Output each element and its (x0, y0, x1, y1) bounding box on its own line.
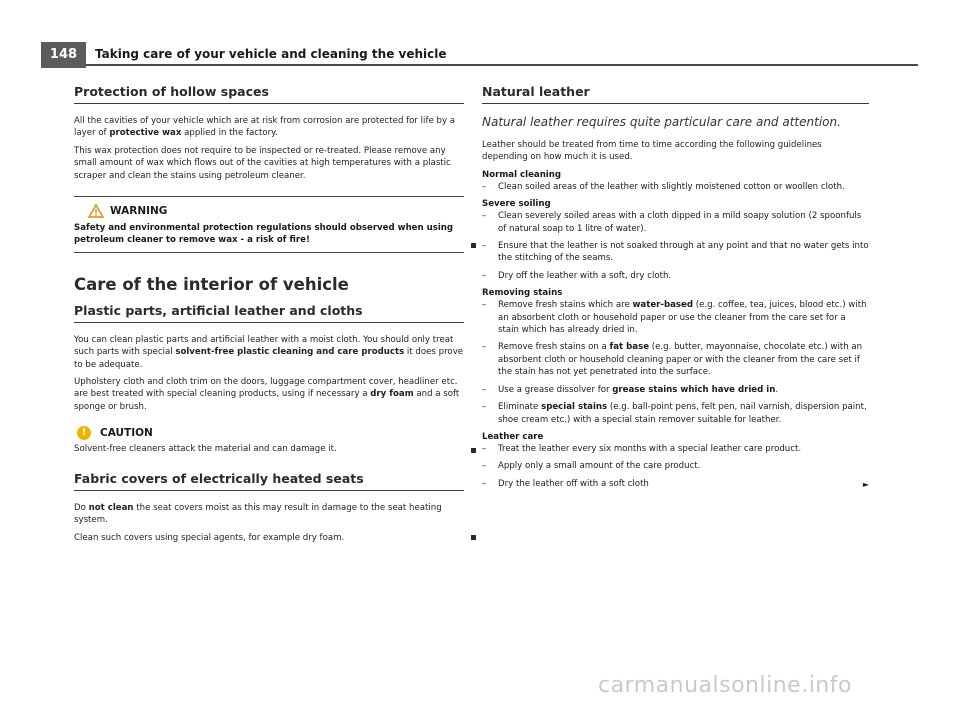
list-item: – Dry off the leather with a soft, dry cloth. (482, 270, 869, 282)
text-run: (e.g. coffee, tea, juices, blood etc.) with an absorbent cloth or household paper or use the cleaner from the care set for a stain which has already dried in. (498, 300, 867, 336)
text-run: (e.g. ball-point pens, felt pen, nail varnish, dispersion paint, shoe cream etc.) with a special stain remover suitable for leather. (498, 402, 867, 425)
list-item: – Apply only a small amount of the care product. (482, 460, 869, 472)
list-item (482, 401, 869, 426)
section-end-marker (471, 448, 476, 453)
text-run: (e.g. butter, mayonnaise, chocolate etc.) with an absorbent cloth or household cleaning paper or with the cleaner from the care set if the stain has not yet penetrated into the surface. (498, 342, 863, 378)
text-run: All the cavities of your vehicle which are at risk from corrosion are protected for life by a layer of (74, 116, 456, 139)
warning-body: Safety and environmental protection regulations should observed when using petroleum cleaner to remove wax - a risk of fire! (74, 223, 454, 246)
caution-header (77, 426, 464, 440)
hollow-spaces-title: Protection of hollow spaces (74, 84, 464, 104)
text-run: Remove fresh stains on a (498, 342, 610, 353)
warning-triangle-icon (88, 204, 104, 218)
warning-box (74, 196, 464, 253)
page-number: 148 (41, 42, 86, 68)
text-run: applied in the factory. (181, 128, 278, 139)
bold-run: special stains (541, 402, 608, 413)
text-run: Upholstery cloth and cloth trim on the doors, luggage compartment cover, headliner etc. are best treated with special cleaning products, using if necessary a (74, 377, 458, 400)
continue-arrow-icon: ► (862, 479, 869, 489)
caution-title: CAUTION (100, 427, 153, 440)
text-run: Eliminate (498, 402, 542, 413)
removing-stains-head: Removing stains (482, 288, 563, 299)
caution-box (74, 426, 464, 455)
text-run: You can clean plastic parts and artificial leather with a moist cloth. You should only treat such parts with special (74, 334, 454, 358)
text-run: and a soft sponge or brush. (74, 389, 460, 412)
header-title: Taking care of your vehicle and cleaning the vehicle (95, 47, 447, 61)
left-column (74, 84, 464, 544)
heated-seats-para-2 (74, 532, 464, 544)
plastic-parts-para-2 (74, 376, 464, 413)
natural-leather-lead: Natural leather requires quite particular care and attention. (482, 115, 841, 129)
plastic-parts-title: Plastic parts, artificial leather and cloths (74, 303, 464, 323)
chapter-title: Care of the interior of vehicle (74, 274, 349, 294)
bold-run: fat base (609, 342, 650, 353)
leather-care-list (482, 443, 869, 490)
text-run: . (775, 384, 779, 395)
page-header (41, 42, 918, 68)
natural-leather-intro: Leather should be treated from time to time according the following guidelines depending on how much it is used. (482, 140, 822, 163)
list-item: – Clean soiled areas of the leather with slightly moistened cotton or woollen cloth. (482, 181, 869, 193)
normal-cleaning-head: Normal cleaning (482, 169, 562, 180)
bold-run: dry foam (370, 389, 414, 400)
warning-title: WARNING (110, 205, 168, 218)
list-item: – Treat the leather every six months with a special leather care product. (482, 443, 869, 455)
list-item (482, 478, 869, 490)
header-rule (86, 64, 918, 66)
normal-cleaning-list (482, 181, 869, 193)
text-run: Remove fresh stains which are (498, 300, 633, 311)
bold-run: water-based (632, 300, 694, 311)
warning-header (88, 204, 464, 218)
text-run: Dry the leather off with a soft cloth (498, 478, 649, 489)
text-run: the seat covers moist as this may result in damage to the seat heating system. (74, 502, 442, 526)
text-run: Clean such covers using special agents, for example dry foam. (74, 532, 345, 543)
hollow-spaces-para-1 (74, 115, 464, 140)
section-end-marker (471, 243, 476, 248)
bold-run: solvent-free plastic cleaning and care products (175, 347, 405, 358)
hollow-spaces-para-2: This wax protection does not require to be inspected or re-treated. Please remove any small amount of wax which flows out of the cavities at high temperatures with a plastic scraper and clean the stains using petroleum cleaner. (74, 145, 451, 181)
severe-soiling-head: Severe soiling (482, 199, 551, 210)
heated-seats-para-1 (74, 502, 464, 527)
plastic-parts-para-1 (74, 334, 464, 371)
heated-seats-title: Fabric covers of electrically heated seats (74, 471, 464, 491)
list-item: – Clean severely soiled areas with a cloth dipped in a mild soapy solution (2 spoonfuls of natural soap to 1 litre of water). (482, 210, 869, 235)
section-end-marker (471, 535, 476, 540)
list-item (482, 299, 869, 336)
text-run: Do (74, 502, 89, 513)
list-item: – Ensure that the leather is not soaked through at any point and that no water gets into the stitching of the seams. (482, 240, 869, 265)
right-column (482, 84, 869, 495)
bold-run: grease stains which have dried in (612, 384, 776, 395)
leather-care-head: Leather care (482, 431, 544, 442)
bold-run: not clean (88, 502, 134, 513)
text-run: it does prove to be adequate. (74, 347, 464, 370)
watermark: carmanualsonline.info (598, 673, 852, 698)
exclamation-circle-icon: ! (77, 426, 91, 440)
severe-soiling-list (482, 210, 869, 282)
removing-stains-list (482, 299, 869, 426)
list-item (482, 384, 869, 396)
natural-leather-title: Natural leather (482, 84, 869, 104)
list-item (482, 341, 869, 378)
bold-run: protective wax (109, 128, 182, 139)
caution-body: Solvent-free cleaners attack the material and can damage it. (74, 444, 337, 455)
text-run: Use a grease dissolver for (498, 384, 613, 395)
